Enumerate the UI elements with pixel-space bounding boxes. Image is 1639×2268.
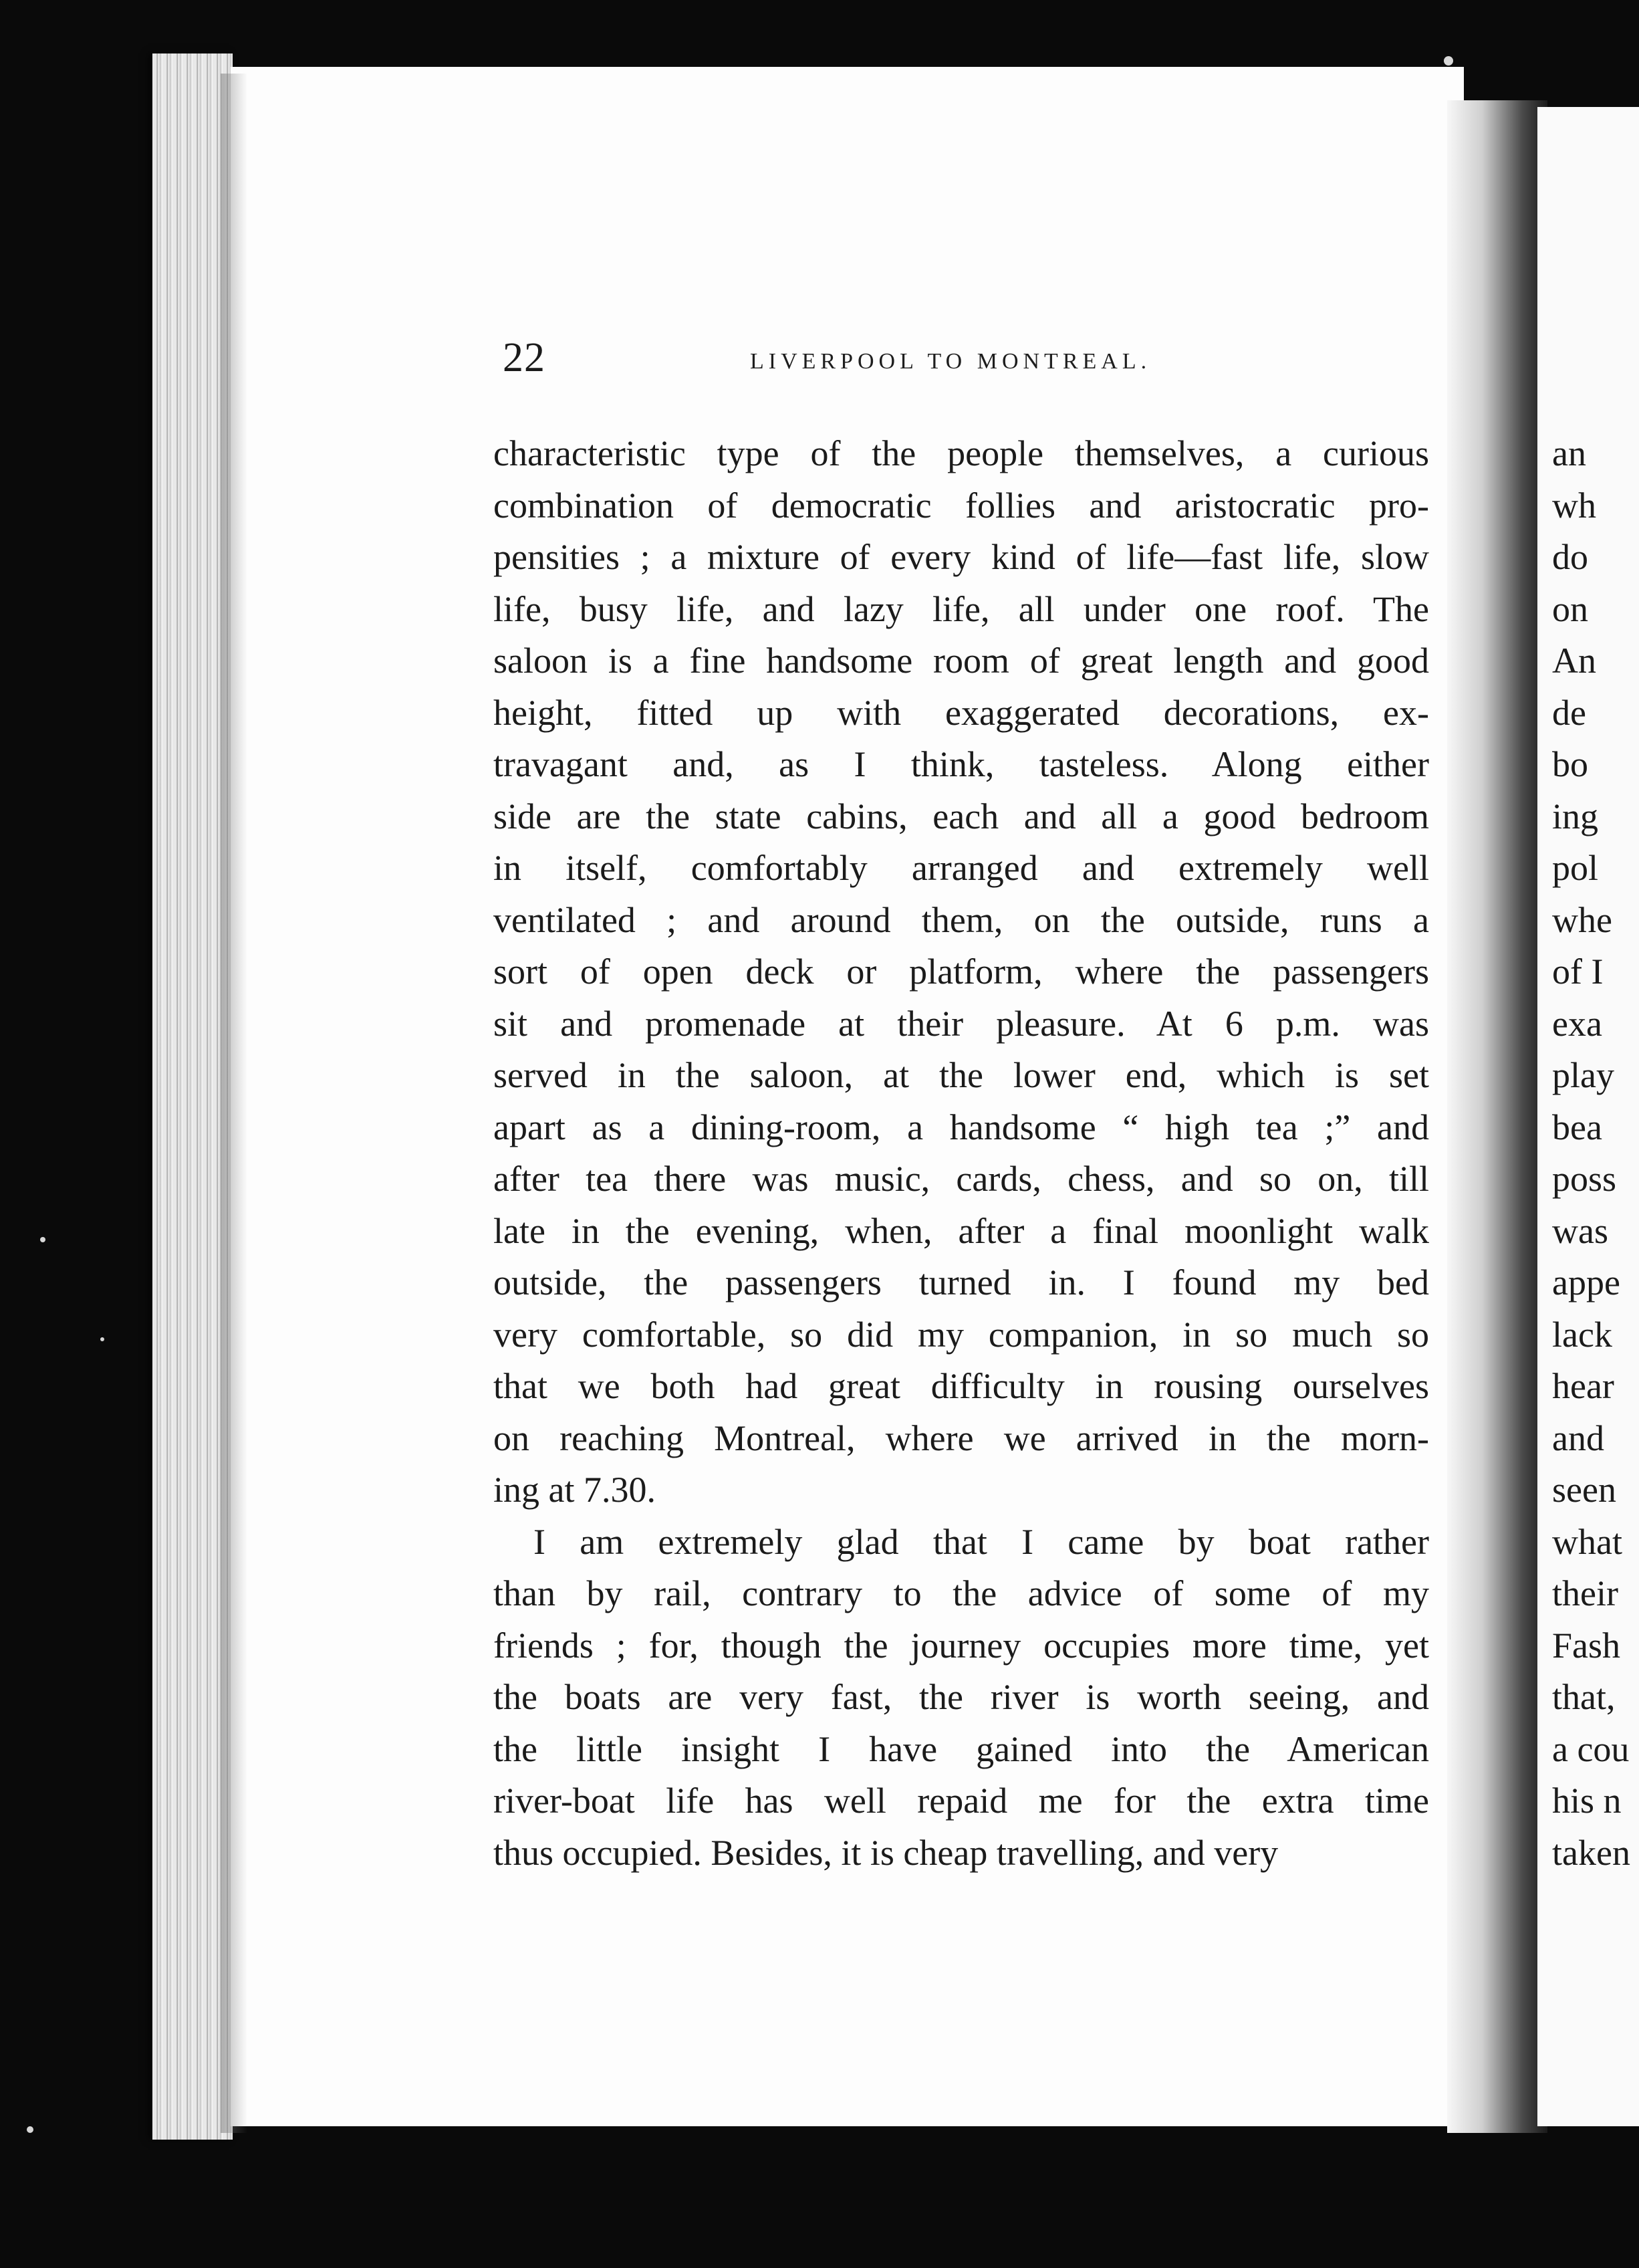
right-page-line-fragment: lack (1552, 1314, 1612, 1355)
right-page-line-fragment: bea (1552, 1107, 1602, 1147)
text-line: apart as a dining-room, a handsome “ high tea ;” and (493, 1107, 1429, 1147)
text-line: served in the saloon, at the lower end, which is set (493, 1055, 1429, 1095)
text-line: after tea there was music, cards, chess, and so on, till (493, 1159, 1429, 1199)
right-page-line-fragment: taken (1552, 1832, 1630, 1873)
right-page-line-fragment: and (1552, 1418, 1604, 1458)
right-page-line-fragment: Fash (1552, 1625, 1621, 1666)
right-page-line-fragment: wh (1552, 485, 1596, 526)
right-page-text (1552, 428, 1639, 1879)
right-page-line-fragment: play (1552, 1055, 1614, 1095)
right-page-line-fragment: hear (1552, 1366, 1614, 1406)
running-title: LIVERPOOL TO MONTREAL. (750, 349, 1152, 374)
text-line: sort of open deck or platform, where the passengers (493, 951, 1429, 992)
text-line: very comfortable, so did my companion, in so much so (493, 1314, 1429, 1355)
text-line: outside, the passengers turned in. I found my bed (493, 1262, 1429, 1302)
right-page-line-fragment: his n (1552, 1781, 1622, 1821)
text-line: sit and promenade at their pleasure. At 6 p.m. was (493, 1003, 1429, 1044)
right-page-line-fragment: ing (1552, 796, 1599, 836)
text-line: ing at 7.30. (493, 1470, 656, 1510)
right-page-line-fragment: on (1552, 588, 1588, 629)
right-page-line-fragment: appe (1552, 1262, 1620, 1302)
book-gutter (1447, 100, 1547, 2133)
text-line: combination of democratic follies and aristocratic pro- (493, 485, 1429, 526)
text-line: friends ; for, though the journey occupies more time, yet (493, 1625, 1429, 1666)
right-page-line-fragment: An (1552, 641, 1596, 681)
right-page-line-fragment: do (1552, 537, 1588, 577)
text-line: travagant and, as I think, tasteless. Along either (493, 744, 1429, 784)
background-speck (100, 1337, 104, 1341)
text-line: than by rail, contrary to the advice of some of my (493, 1573, 1429, 1613)
text-line: the boats are very fast, the river is worth seeing, and (493, 1677, 1429, 1717)
running-head (503, 334, 1438, 394)
background-speck (40, 1237, 45, 1242)
right-page-line-fragment: was (1552, 1210, 1608, 1251)
right-page-line-fragment: a cou (1552, 1728, 1630, 1769)
background-speck (1444, 56, 1453, 66)
right-page-line-fragment: whe (1552, 899, 1612, 940)
text-line: side are the state cabins, each and all a good bedroom (493, 796, 1429, 836)
text-line: saloon is a fine handsome room of great length and good (493, 641, 1429, 681)
page-edge-shadow (221, 74, 247, 2133)
right-page-line-fragment: of I (1552, 951, 1604, 992)
right-page-line-fragment: what (1552, 1521, 1622, 1562)
text-line: height, fitted up with exaggerated decorations, ex- (493, 692, 1429, 733)
text-line: that we both had great difficulty in rousing ourselves (493, 1366, 1429, 1406)
right-page-line-fragment: poss (1552, 1159, 1617, 1199)
text-line: river-boat life has well repaid me for the extra time (493, 1781, 1429, 1821)
right-page-line-fragment: de (1552, 692, 1586, 733)
right-page-line-fragment: their (1552, 1573, 1618, 1613)
text-line: pensities ; a mixture of every kind of life—fast life, slow (493, 537, 1429, 577)
page-number: 22 (503, 335, 545, 380)
text-line: the little insight I have gained into the American (493, 1728, 1429, 1769)
text-line: thus occupied. Besides, it is cheap travelling, and very (493, 1832, 1279, 1873)
right-page-line-fragment: seen (1552, 1470, 1616, 1510)
background-speck (27, 2126, 33, 2133)
text-line: I am extremely glad that I came by boat rather (533, 1521, 1429, 1562)
text-line: life, busy life, and lazy life, all under one roof. The (493, 588, 1429, 629)
right-page-line-fragment: that, (1552, 1677, 1616, 1717)
body-text (493, 428, 1429, 1879)
right-page-line-fragment: pol (1552, 848, 1599, 888)
text-line: ventilated ; and around them, on the outside, runs a (493, 899, 1429, 940)
text-line: on reaching Montreal, where we arrived in the morn- (493, 1418, 1429, 1458)
text-line: late in the evening, when, after a final moonlight walk (493, 1210, 1429, 1251)
right-page-line-fragment: an (1552, 433, 1586, 473)
text-line: in itself, comfortably arranged and extremely well (493, 848, 1429, 888)
right-page-line-fragment: bo (1552, 744, 1588, 784)
right-page-line-fragment: exa (1552, 1003, 1602, 1044)
text-line: characteristic type of the people themselves, a curious (493, 433, 1429, 473)
